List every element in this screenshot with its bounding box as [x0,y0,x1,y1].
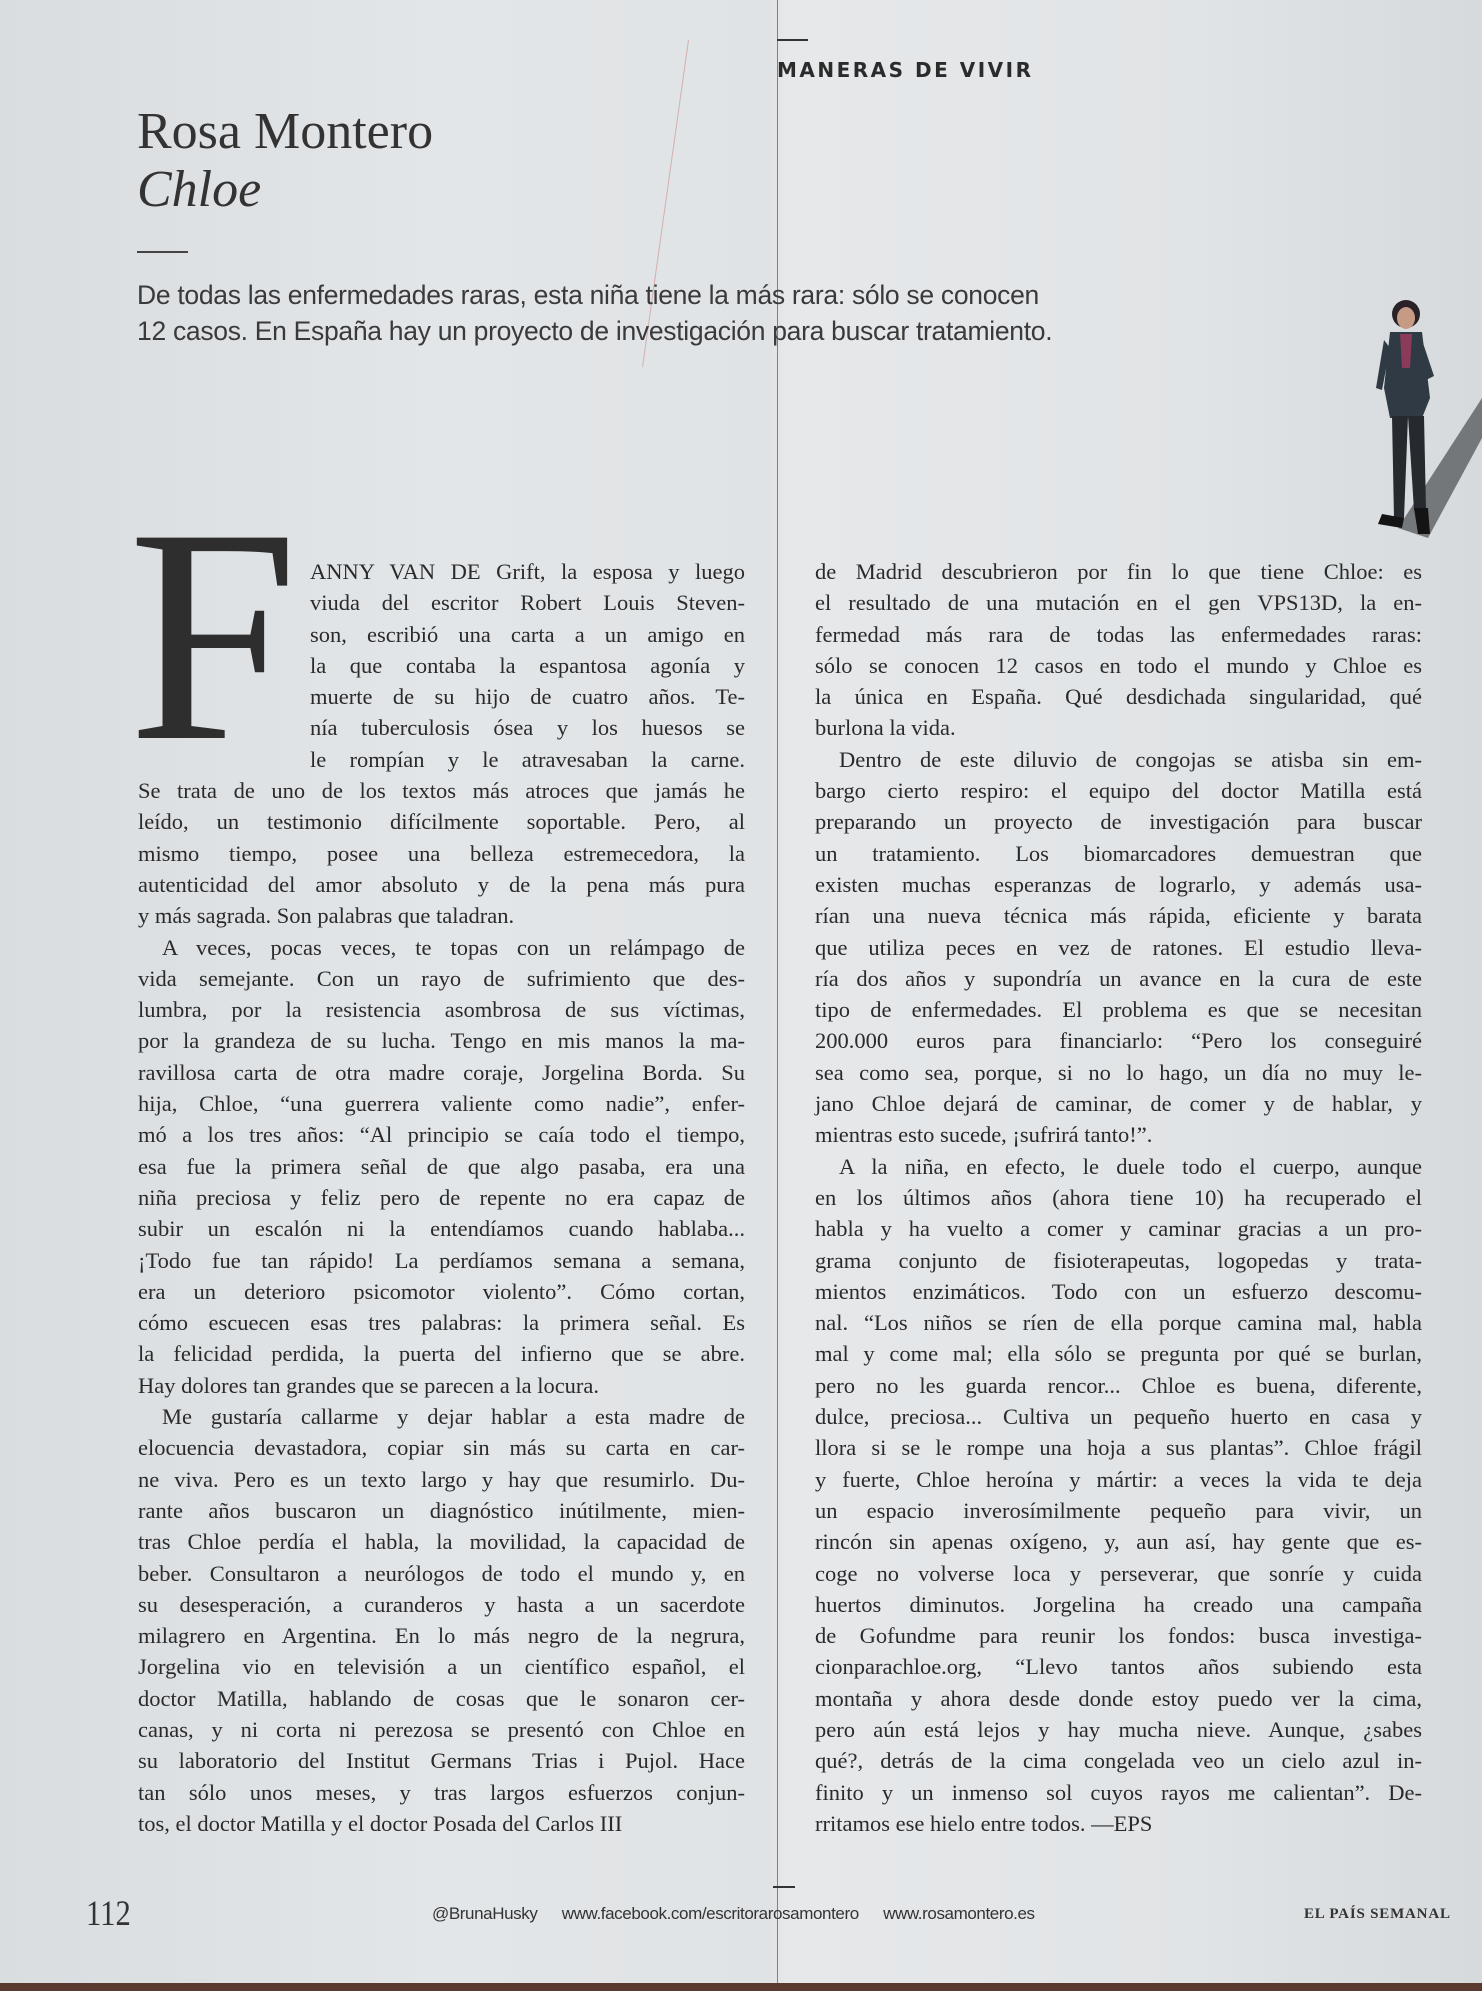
text-line: ANNY VAN DE Grift, la esposa y luego [310,559,745,584]
text-line: la única en España. Qué desdichada singularidad, qué [815,684,1422,710]
text-line: vida semejante. Con un rayo de sufrimiento que des- [138,965,745,991]
text-line: A la niña, en efecto, le duele todo el cuerpo, aunque [839,1153,1422,1179]
page-number: 112 [86,1893,131,1933]
text-line: pero aún está lejos y hay mucha nieve. Aunque, ¿sabes [815,1716,1422,1742]
text-line: la que contaba la espantosa agonía y [310,652,745,678]
text-line: habla y ha vuelto a comer y caminar gracias a un pro- [815,1216,1422,1242]
article-title: Chloe [137,161,262,218]
text-line: grama conjunto de fisioterapeutas, logopedas y trata- [815,1247,1422,1273]
text-line: milagrero en Argentina. En lo más negro de la negrura, [138,1623,745,1649]
text-line: lumbra, por la resistencia asombrosa de sus víctimas, [138,997,745,1023]
text-line: Jorgelina vio en televisión a un científico español, el [138,1654,745,1680]
text-line: subir un escalón ni la entendíamos cuando hablaba... [138,1216,745,1242]
text-line: era un deterioro psicomotor violento”. Cómo cortan, [138,1278,745,1304]
text-line: coge no volverse loca y perseverar, que sonríe y cuida [815,1560,1422,1586]
article-column-right [815,556,1422,1839]
text-line: el resultado de una mutación en el gen VPS13D, la en- [815,590,1422,616]
text-line: elocuencia devastadora, copiar sin más su carta en car- [138,1435,745,1461]
subtitle-line: 12 casos. En España hay un proyecto de investigación para buscar tratamiento. [137,316,1053,346]
title-divider [137,251,188,253]
text-line: nía tuberculosis ósea y los huesos se [310,715,745,741]
section-rule [777,39,808,41]
text-line: qué?, detrás de la cima congelada veo un cielo azul in- [815,1748,1422,1774]
text-line: rincón sin apenas oxígeno, y, aun así, hay gente que es- [815,1529,1422,1555]
text-line: un espacio inverosímilmente pequeño para vivir, un [815,1497,1422,1523]
article-column-left [138,556,745,1839]
text-line: un tratamiento. Los biomarcadores demuestran que [815,840,1422,866]
text-line: Hay dolores tan grandes que se parecen a la locura. [138,1372,600,1398]
twitter-handle[interactable]: @BrunaHusky [432,1904,538,1923]
text-line: mientos enzimáticos. Todo con un esfuerzo descomu- [815,1278,1422,1304]
article-subtitle [137,277,1052,349]
website-link[interactable]: www.rosamontero.es [883,1904,1035,1923]
drop-cap: F [128,466,299,805]
text-line: sólo se conocen 12 casos en todo el mundo y Chloe es [815,652,1422,678]
text-line: ría dos años y supondría un avance en la cura de este [815,965,1422,991]
text-line: ne viva. Pero es un texto largo y hay que resumirlo. Du- [138,1466,745,1492]
text-line: beber. Consultaron a neurólogos de todo el mundo y, en [138,1560,745,1586]
text-line: llora si se le rompe una hoja a sus plantas”. Chloe frágil [815,1435,1422,1461]
text-line: la felicidad perdida, la puerta del infierno que se abre. [138,1341,745,1367]
section-label: MANERAS DE VIVIR [777,58,1034,82]
text-line: Me gustaría callarme y dejar hablar a esta madre de [162,1404,745,1430]
text-line: niña preciosa y feliz pero de repente no era capaz de [138,1184,745,1210]
text-line: autenticidad del amor absoluto y de la pena más pura [138,871,745,897]
text-line: ravillosa carta de otra madre coraje, Jorgelina Borda. Su [138,1059,745,1085]
text-line: rritamos ese hielo entre todos. —EPS [815,1810,1153,1836]
text-line: son, escribió una carta a un amigo en [310,621,745,647]
text-line: mó a los tres años: “Al principio se caía todo el tiempo, [138,1122,745,1148]
author-photo [1318,288,1482,548]
text-line: de Gofundme para reunir los fondos: busca investiga- [815,1623,1422,1649]
text-line: cómo escuecen esas tres palabras: la primera señal. Es [138,1310,745,1336]
text-line: existen muchas esperanzas de lograrlo, y además usa- [815,871,1422,897]
author-name: Rosa Montero [137,103,434,160]
text-line: de Madrid descubrieron por fin lo que tiene Chloe: es [815,559,1422,584]
text-line: preparando un proyecto de investigación para buscar [815,809,1422,835]
bottom-rule [773,1886,795,1888]
text-line: sea como sea, porque, si no lo hago, un día no muy le- [815,1059,1422,1085]
text-line: tipo de enfermedades. El problema es que se necesitan [815,997,1422,1023]
text-line: finito y un inmenso sol cuyos rayos me calientan”. De- [815,1779,1422,1805]
text-line: por la grandeza de su lucha. Tengo en mis manos la ma- [138,1028,745,1054]
text-line: cionparachloe.org, “Llevo tantos años subiendo esta [815,1654,1422,1680]
text-line: su desesperación, a curanderos y hasta a un sacerdote [138,1591,745,1617]
text-line: su laboratorio del Institut Germans Trias i Pujol. Hace [138,1748,745,1774]
text-line: leído, un testimonio difícilmente soportable. Pero, al [138,809,745,835]
text-line: ¡Todo fue tan rápido! La perdíamos semana a semana, [138,1247,745,1273]
text-line: tos, el doctor Matilla y el doctor Posada del Carlos III [138,1810,623,1836]
text-line: canas, y ni corta ni perezosa se presentó con Chloe en [138,1716,745,1742]
text-line: huertos diminutos. Jorgelina ha creado una campaña [815,1591,1422,1617]
facebook-link[interactable]: www.facebook.com/escritorarosamontero [561,1904,859,1923]
text-line: doctor Matilla, hablando de cosas que le sonaron cer- [138,1685,745,1711]
text-line: que utiliza peces en vez de ratones. El estudio lleva- [815,934,1422,960]
text-line: nal. “Los niños se ríen de ella porque camina mal, habla [815,1310,1422,1336]
text-line: pero no les guarda rencor... Chloe es buena, diferente, [815,1372,1422,1398]
text-line: dulce, preciosa... Cultiva un pequeño huerto en casa y [815,1404,1422,1430]
text-line: rante años buscaron un diagnóstico inútilmente, mien- [138,1497,745,1523]
text-line: y fuerte, Chloe heroína y mártir: a veces la vida te deja [815,1466,1422,1492]
text-line: tras Chloe perdía el habla, la movilidad, la capacidad de [138,1529,745,1555]
text-line: jano Chloe dejará de caminar, de comer y de hablar, y [815,1091,1422,1117]
text-line: mal y come mal; ella sólo se pregunta por qué se burlan, [815,1341,1422,1367]
text-line: burlona la vida. [815,715,956,741]
text-line: Se trata de uno de los textos más atroces que jamás he [138,778,745,804]
page-edge [0,1983,1482,1991]
text-line: A veces, pocas veces, te topas con un relámpago de [162,934,745,960]
publication-name: EL PAÍS SEMANAL [1304,1906,1451,1922]
text-line: montaña y ahora desde donde estoy puedo ver la cima, [815,1685,1422,1711]
text-line: tan sólo unos meses, y tras largos esfuerzos conjun- [138,1779,745,1805]
text-line: y más sagrada. Son palabras que taladran. [138,903,515,929]
text-line: mientras esto sucede, ¡sufrirá tanto!”. [815,1122,1153,1148]
text-line: en los últimos años (ahora tiene 10) ha recuperado el [815,1184,1422,1210]
text-line: viuda del escritor Robert Louis Steven- [310,590,745,616]
text-line: rían una nueva técnica más rápida, eficiente y barata [815,903,1422,929]
text-line: mismo tiempo, posee una belleza estremecedora, la [138,840,745,866]
text-line: muerte de su hijo de cuatro años. Te- [310,684,745,710]
text-line: hija, Chloe, “una guerrera valiente como nadie”, enfer- [138,1091,745,1117]
subtitle-line: De todas las enfermedades raras, esta niña tiene la más rara: sólo se conocen [137,280,1039,310]
footer-links [432,1904,1055,1924]
text-line: bargo cierto respiro: el equipo del doctor Matilla está [815,778,1422,804]
text-line: fermedad más rara de todas las enfermedades raras: [815,621,1422,647]
text-line: 200.000 euros para financiarlo: “Pero los conseguiré [815,1028,1422,1054]
text-line: le rompían y le atravesaban la carne. [310,746,745,772]
text-line: esa fue la primera señal de que algo pasaba, era una [138,1153,745,1179]
text-line: Dentro de este diluvio de congojas se atisba sin em- [839,746,1422,772]
